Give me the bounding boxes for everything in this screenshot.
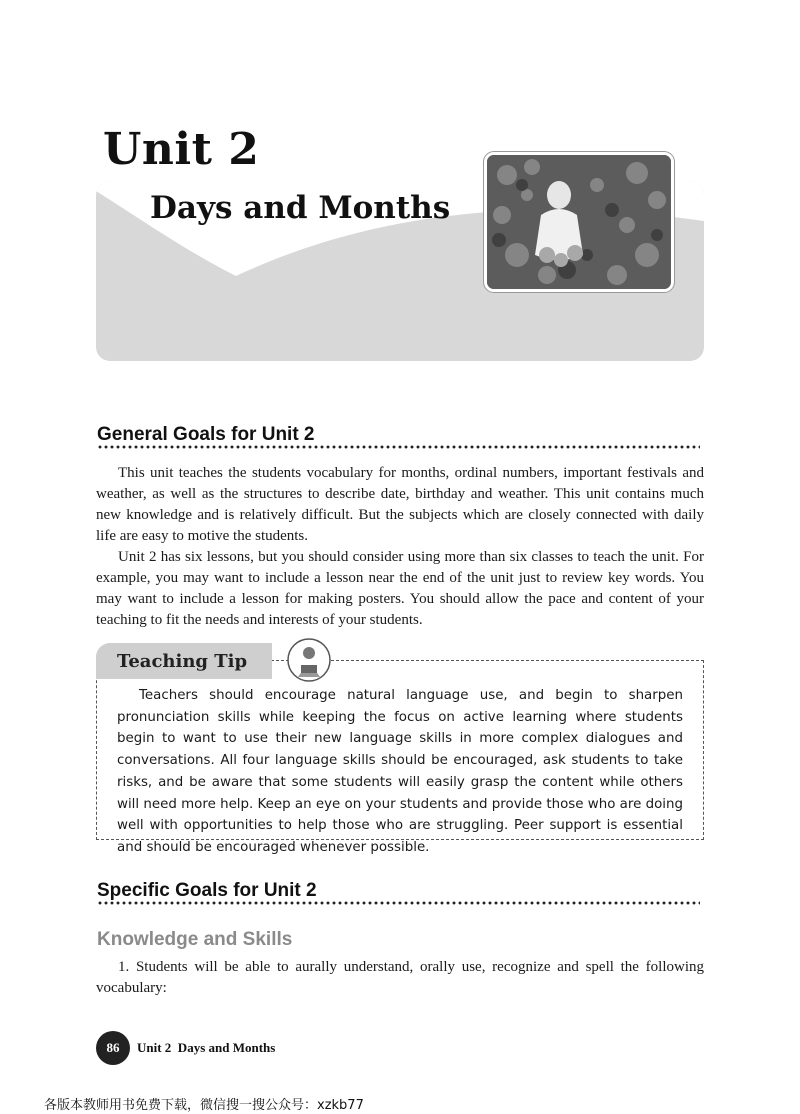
specific-goals-heading: Specific Goals for Unit 2 [97,880,317,901]
general-goals-paragraph-1: This unit teaches the students vocabulary for months, ordinal numbers, important festivals and weather, as well as the structures to describe date, birthday and weather. This unit contains much new knowledge and is relatively difficult. But the subjects which are closely connected with daily life are easy to motive the students. [96,465,704,544]
page-number-badge: 86 [96,1031,130,1065]
unit-subtitle: Days and Months [150,190,451,226]
specific-goals-divider [97,901,700,905]
general-goals-heading: General Goals for Unit 2 [97,424,315,445]
teacher-icon [286,637,332,683]
watermark-text: 各版本教师用书免费下载，微信搜一搜公众号：xzkb77 [44,1098,364,1113]
general-goals-paragraph-2: Unit 2 has six lessons, but you should consider using more than six classes to teach the unit. For example, you may want to include a lesson near the end of the unit just to review key words. You may want to include a lesson for making posters. You should allow the pace and content of your teaching to fit the needs and interests of your students. [96,549,704,628]
specific-goals-item-1: 1. Students will be able to aurally understand, orally use, recognize and spell the following vocabulary: [96,959,704,996]
child-in-leaves-photo [484,152,674,292]
general-goals-divider [97,445,700,449]
teaching-tip-title: Teaching Tip [117,651,248,672]
photo-illustration [487,155,671,289]
knowledge-skills-subheading: Knowledge and Skills [97,929,293,950]
footer-running-title: Unit 2 Days and Months [137,1040,276,1055]
unit-title: Unit 2 [103,124,260,175]
teaching-tip-text: Teachers should encourage natural language use, and begin to sharpen pronunciation skills while keeping the focus on active learning where students begin to want to use their new language skills in more complex dialogues and conversations. All four language skills should be encouraged, ask students to take risks, and be aware that some students will easily grasp the content while others will need more help. Keep an eye on your students and provide those who are doing well with opportunities to help those who are struggling. Peer support is essential and should be encouraged whenever possible. [117,688,683,855]
